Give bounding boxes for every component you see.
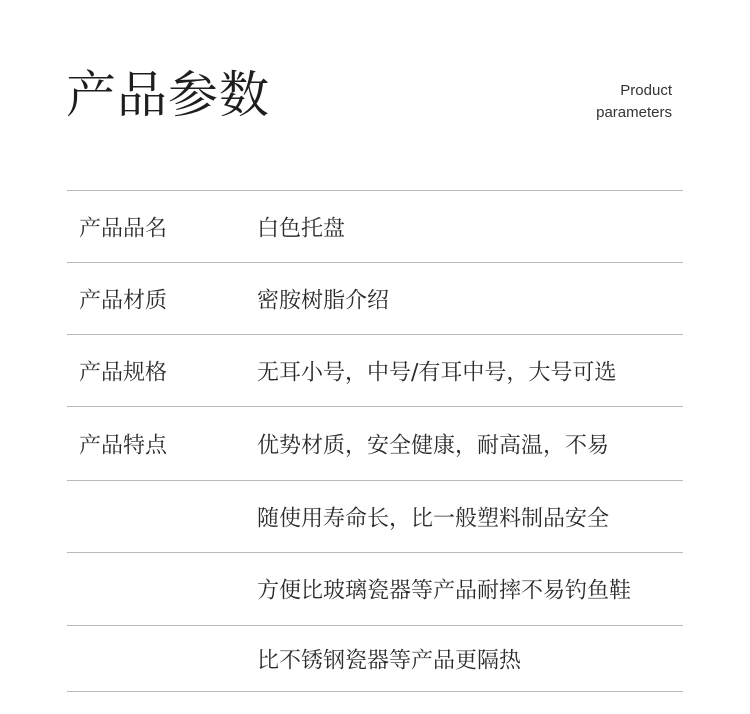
table-row xyxy=(67,335,683,407)
page-title: 产品参数 xyxy=(66,66,270,124)
row-value: 比不锈钢瓷器等产品更隔热 xyxy=(257,648,522,673)
table-row xyxy=(67,407,683,481)
row-label: 产品特点 xyxy=(79,433,168,458)
row-value: 优势材质，安全健康，耐高温，不易 xyxy=(257,433,610,458)
table-row xyxy=(67,263,683,335)
row-value: 随使用寿命长，比一般塑料制品安全 xyxy=(257,506,610,531)
row-value: 密胺树脂介绍 xyxy=(257,288,390,313)
page-subtitle xyxy=(596,80,672,124)
subtitle-line-2: parameters xyxy=(596,104,672,121)
row-label: 产品品名 xyxy=(79,216,168,241)
row-value: 白色托盘 xyxy=(257,216,346,241)
parameters-table xyxy=(67,190,683,692)
row-value: 方便比玻璃瓷器等产品耐摔不易钓鱼鞋 xyxy=(257,578,632,604)
table-row xyxy=(67,481,683,553)
row-value: 无耳小号，中号/有耳中号，大号可选 xyxy=(257,360,617,385)
table-row xyxy=(67,626,683,692)
table-row xyxy=(67,191,683,263)
row-label: 产品规格 xyxy=(79,360,168,385)
subtitle-line-1: Product xyxy=(620,82,672,99)
table-row xyxy=(67,553,683,626)
row-label: 产品材质 xyxy=(79,288,168,313)
